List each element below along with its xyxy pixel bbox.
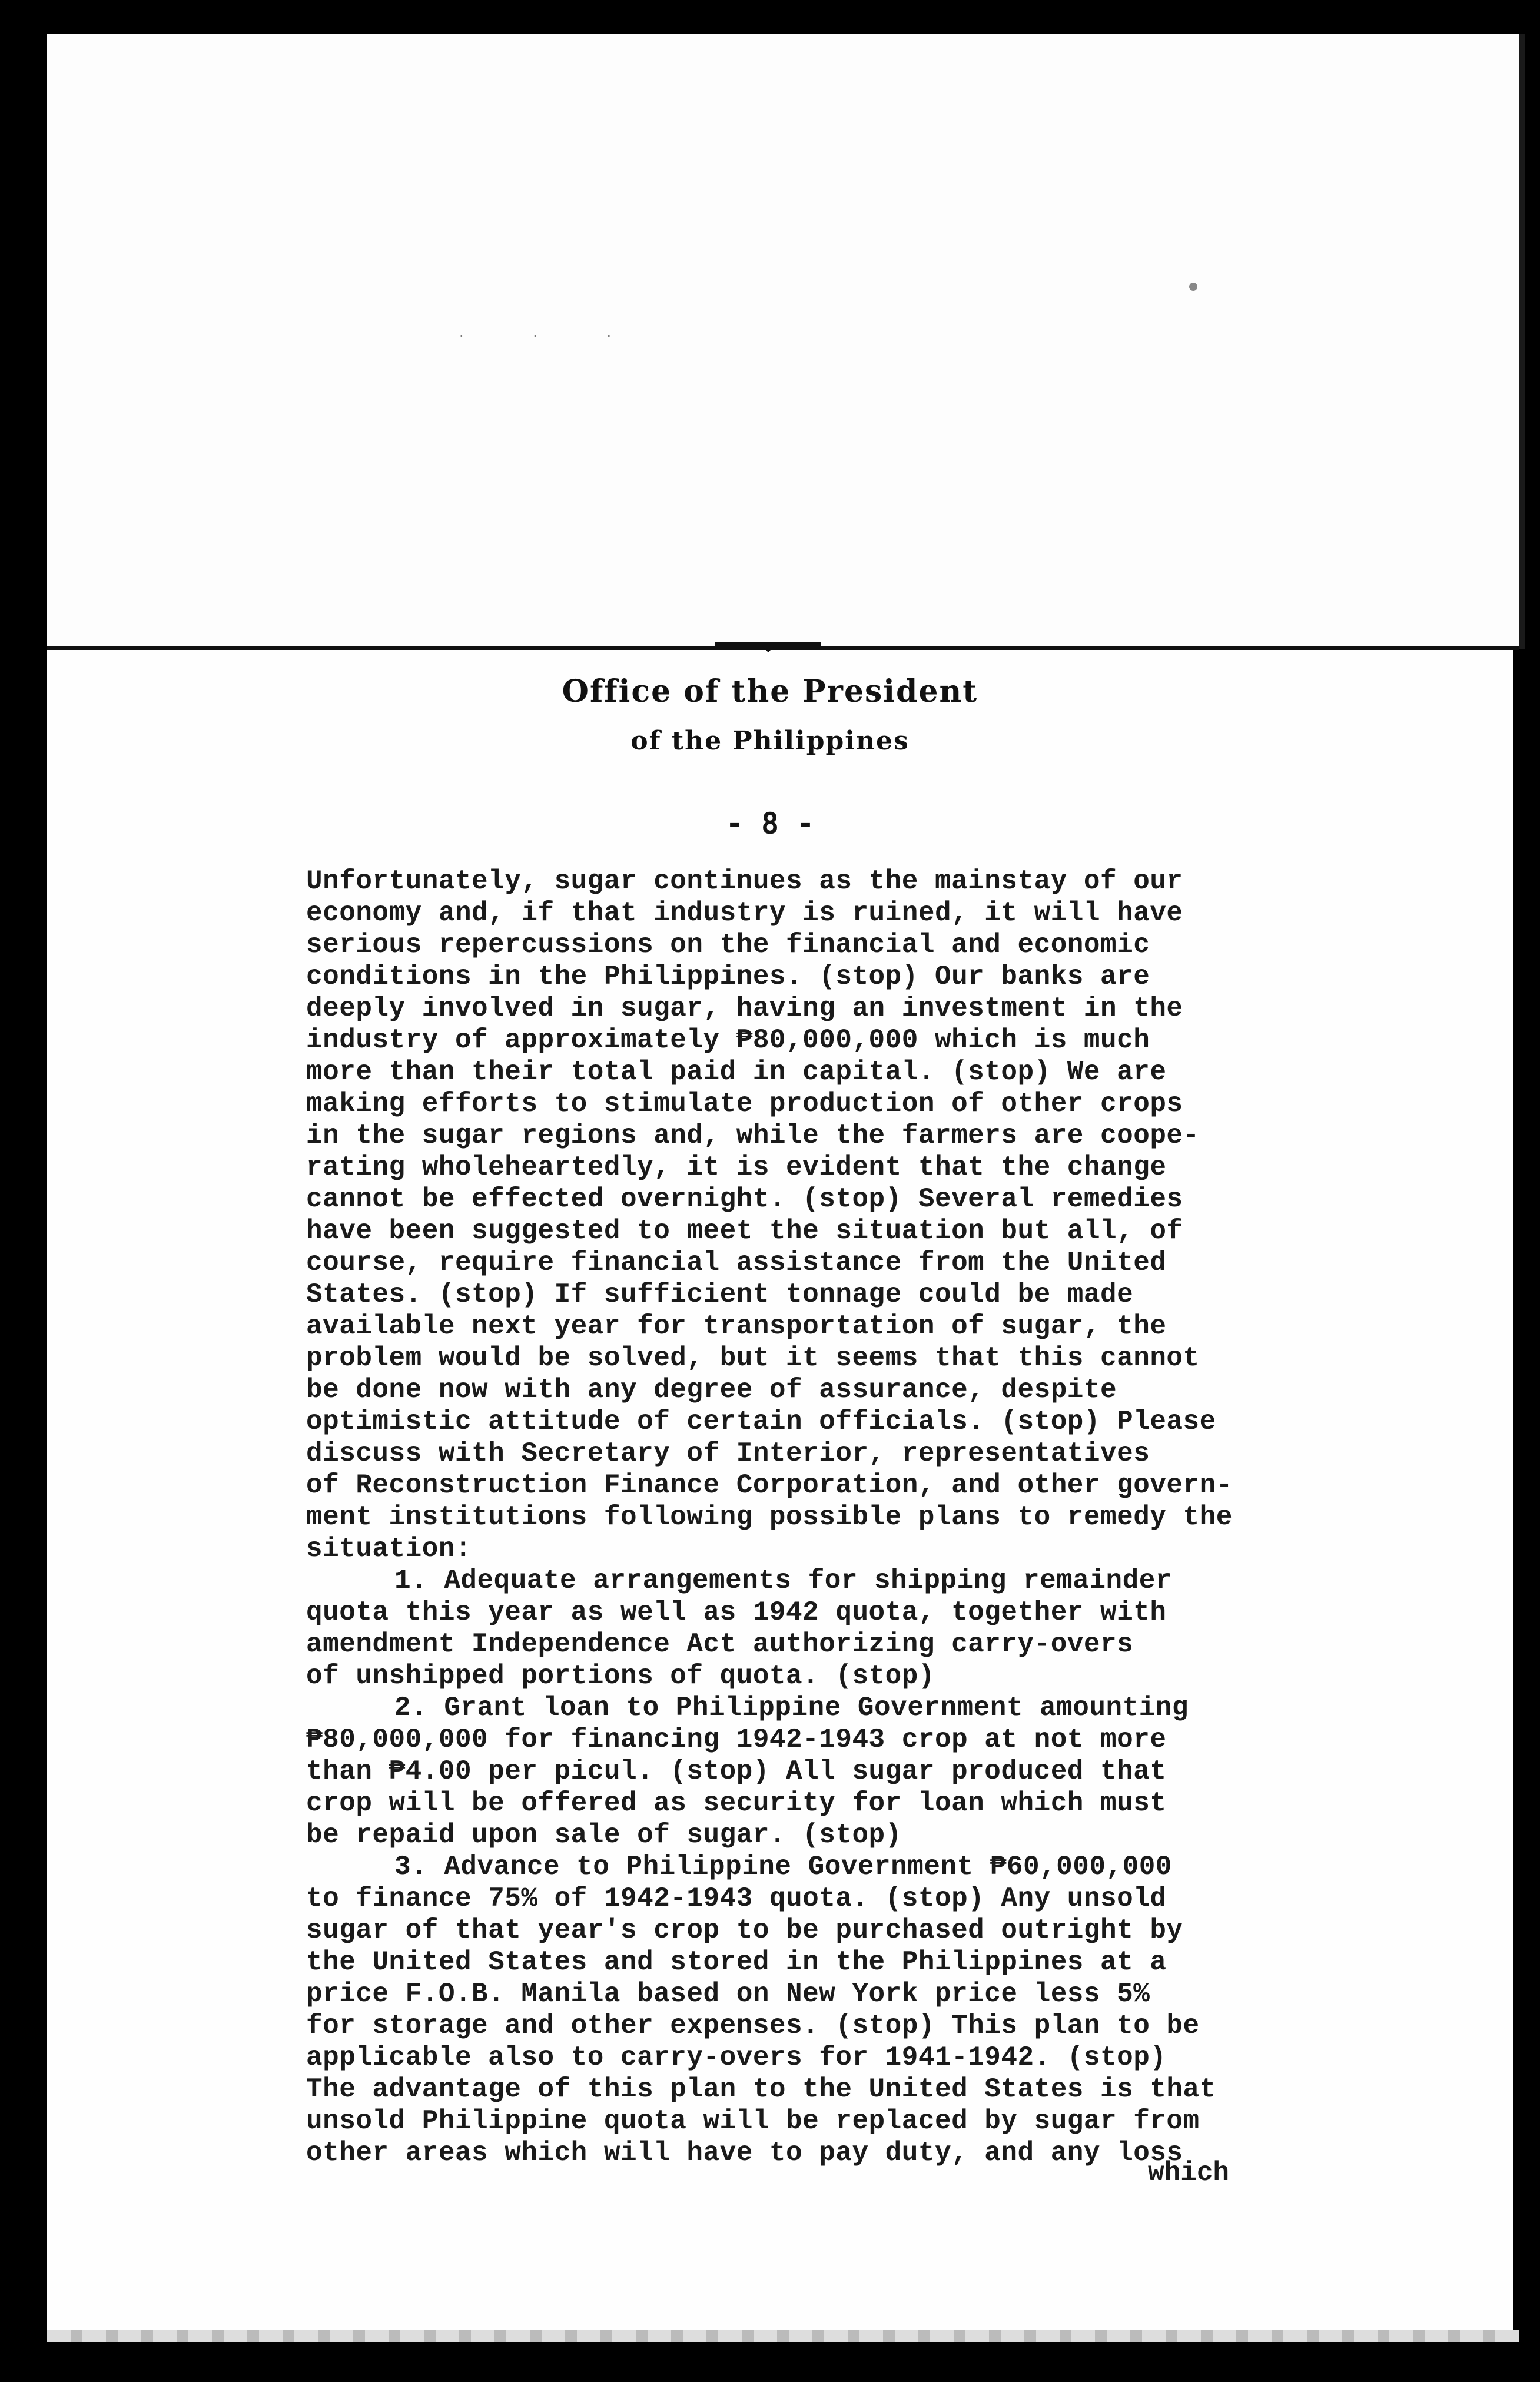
plan-item-3 bbox=[306, 1851, 1325, 2169]
upper-sheet-specks: . . . bbox=[459, 324, 644, 340]
text-line: deeply involved in sugar, having an investment in the bbox=[306, 993, 1183, 1024]
catchword: which bbox=[1148, 2158, 1230, 2188]
text-line: to finance 75% of 1942-1943 quota. (stop) Any unsold bbox=[306, 1883, 1167, 1914]
text-line: applicable also to carry-overs for 1941-1942. (stop) bbox=[306, 2042, 1167, 2073]
text-line: cannot be effected overnight. (stop) Several remedies bbox=[306, 1184, 1183, 1215]
text-line: quota this year as well as 1942 quota, together with bbox=[306, 1597, 1167, 1628]
text-line: conditions in the Philippines. (stop) Our banks are bbox=[306, 961, 1150, 992]
text-line: available next year for transportation of sugar, the bbox=[306, 1311, 1167, 1342]
upper-blank-sheet bbox=[47, 34, 1525, 649]
text-line: crop will be offered as security for loan which must bbox=[306, 1788, 1167, 1819]
letterhead-ornament bbox=[715, 642, 821, 648]
text-line: ment institutions following possible plans to remedy the bbox=[306, 1502, 1233, 1532]
upper-sheet-speck bbox=[1189, 283, 1197, 291]
text-line: 1. Adequate arrangements for shipping remainder bbox=[394, 1565, 1172, 1596]
text-line: unsold Philippine quota will be replaced by sugar from bbox=[306, 2106, 1200, 2136]
page-number: - 8 - bbox=[725, 807, 815, 841]
text-line: rating wholeheartedly, it is evident that the change bbox=[306, 1152, 1167, 1183]
text-line: industry of approximately ₱80,000,000 which is much bbox=[306, 1025, 1150, 1056]
plan-item-2 bbox=[306, 1692, 1325, 1851]
text-line: 3. Advance to Philippine Government ₱60,000,000 bbox=[394, 1852, 1172, 1882]
text-line: in the sugar regions and, while the farmers are coope- bbox=[306, 1120, 1200, 1151]
text-line: the United States and stored in the Philippines at a bbox=[306, 1947, 1167, 1978]
letterhead-country: of the Philippines bbox=[630, 726, 910, 756]
text-line: optimistic attitude of certain officials. (stop) Please bbox=[306, 1406, 1216, 1437]
text-line: economy and, if that industry is ruined, it will have bbox=[306, 898, 1183, 928]
text-line: of unshipped portions of quota. (stop) bbox=[306, 1661, 935, 1691]
letterhead bbox=[0, 671, 1540, 762]
text-line: more than their total paid in capital. (stop) We are bbox=[306, 1057, 1167, 1087]
text-line: be done now with any degree of assurance, despite bbox=[306, 1375, 1117, 1405]
text-line: amendment Independence Act authorizing carry-overs bbox=[306, 1629, 1134, 1660]
text-line: be repaid upon sale of sugar. (stop) bbox=[306, 1820, 902, 1850]
text-line: discuss with Secretary of Interior, representatives bbox=[306, 1438, 1150, 1469]
text-line: sugar of that year's crop to be purchased outright by bbox=[306, 1915, 1183, 1946]
text-line: have been suggested to meet the situation but all, of bbox=[306, 1216, 1183, 1246]
text-line: price F.O.B. Manila based on New York price less 5% bbox=[306, 1979, 1150, 2009]
paragraph-intro bbox=[306, 865, 1325, 1565]
text-line: of Reconstruction Finance Corporation, and other govern- bbox=[306, 1470, 1233, 1501]
text-line: serious repercussions on the financial and economic bbox=[306, 930, 1150, 960]
text-line: course, require financial assistance from the United bbox=[306, 1248, 1167, 1278]
underlying-sheets-edge bbox=[47, 2330, 1519, 2342]
plan-item-1 bbox=[306, 1565, 1325, 1692]
text-line: than ₱4.00 per picul. (stop) All sugar produced that bbox=[306, 1756, 1167, 1787]
letter-body bbox=[306, 865, 1325, 2169]
text-line: for storage and other expenses. (stop) This plan to be bbox=[306, 2011, 1200, 2041]
letterhead-office: Office of the President bbox=[562, 674, 978, 709]
text-line: ₱80,000,000 for financing 1942-1943 crop at not more bbox=[306, 1724, 1167, 1755]
text-line: situation: bbox=[306, 1534, 472, 1564]
text-line: States. (stop) If sufficient tonnage could be made bbox=[306, 1279, 1134, 1310]
text-line: making efforts to stimulate production of other crops bbox=[306, 1089, 1183, 1119]
text-line: other areas which will have to pay duty, and any loss bbox=[306, 2138, 1183, 2168]
text-line: 2. Grant loan to Philippine Government amounting bbox=[394, 1693, 1189, 1723]
text-line: The advantage of this plan to the United States is that bbox=[306, 2074, 1216, 2105]
text-line: problem would be solved, but it seems that this cannot bbox=[306, 1343, 1200, 1374]
text-line: Unfortunately, sugar continues as the mainstay of our bbox=[306, 866, 1183, 897]
